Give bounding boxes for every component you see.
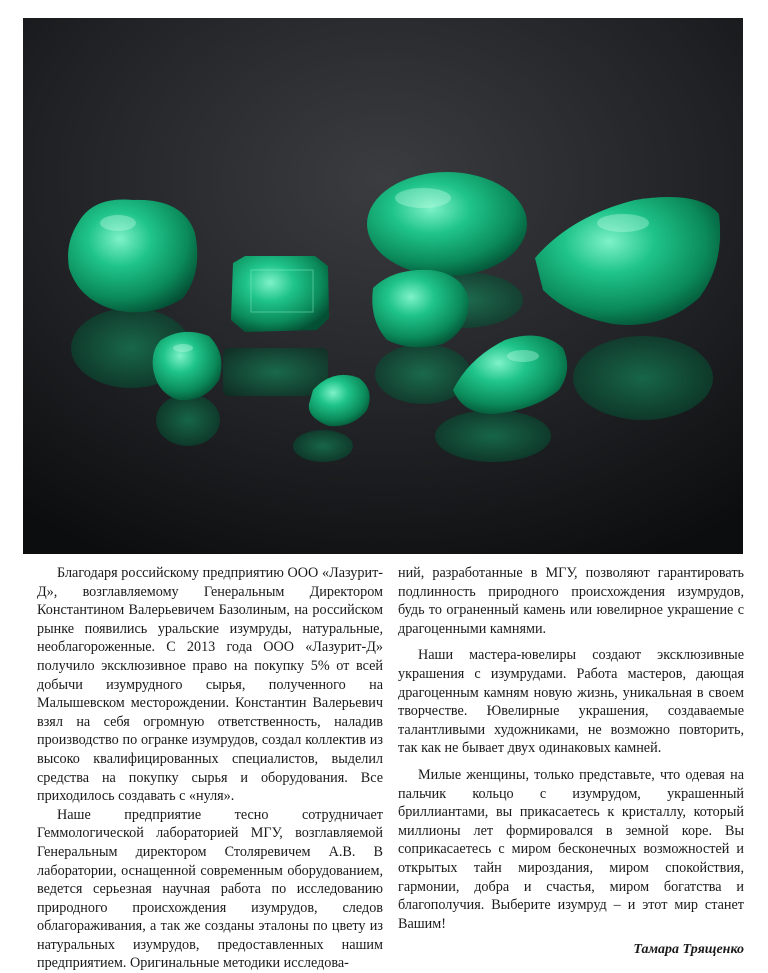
emerald-cushion-left	[68, 199, 197, 312]
reflection	[223, 348, 328, 396]
emerald-trillion	[372, 270, 469, 347]
highlight	[395, 188, 451, 208]
article-paragraph: ний, разработанные в МГУ, позволяют гарантировать подлинность природного происхождения изумрудов, будь то ограненный камень или ювелирное украшение с драгоценными камнями.	[398, 565, 744, 637]
article-paragraph: Наши мастера-ювелиры создают эксклюзивные украшения с изумрудами. Работа мастеров, дающая драгоценным камням новую жизнь, уникальная в своем творчестве. Ювелирные украшения, создаваемые талантливыми художниками, не возможно повторить, так как не бывает двух одинаковых камней.	[398, 647, 744, 757]
emerald-octagon	[231, 256, 329, 332]
article-paragraph: Наше предприятие тесно сотрудничает Геммологической лабораторией МГУ, возглавляемой Генеральным директором Столяревичем А.В. В лаборатории, оснащенной современным оборудованием, ведется серьезная научная работа по исследованию природного происхождения изумрудов, следов облагораживания, а так же созданы эталоны по цвету из натуральных изумрудов, предоставленных нашим предприятием. Оригинальные методики исследова-	[37, 806, 383, 972]
emeralds-photo	[23, 18, 743, 554]
reflection	[435, 410, 551, 462]
reflection	[156, 394, 220, 446]
highlight	[507, 350, 539, 362]
reflection	[573, 336, 713, 420]
reflection	[293, 430, 353, 462]
highlight	[597, 214, 649, 232]
emerald-oval-large	[367, 172, 527, 276]
article-paragraph: Благодаря российскому предприятию ООО «Лазурит-Д», возглавляемому Генеральным Директором Константином Валерьевичем Базолиным, на российском рынке появились уральские изумруды, натуральные, необлагороженные. С 2013 года ООО «Лазурит-Д» получило эксклюзивное право на покупку 5% от всей добычи изумрудного сырья, полученного на Малышевском месторождении. Константин Валерьевич взял на себя огромную ответственность, наладив производство по огранке изумрудов, создал коллектив из высоко квалифицированных специалистов, выделил средства на покупку сырья и оборудования. Все приходилось создавать с «нуля».	[37, 565, 383, 805]
highlight	[100, 215, 136, 231]
highlight	[173, 344, 193, 352]
article-right-column	[398, 564, 744, 960]
article-left-column	[37, 564, 383, 973]
article-author: Тамара Трященко	[633, 942, 744, 958]
article-paragraph: Милые женщины, только представьте, что одевая на пальчик кольцо с изумрудом, украшенный бриллиантами, вы прикасаетесь к кристаллу, который миллионы лет формировался в земной коре. Вы соприкасаетесь с миром бесконечных возможностей и открытых тайн мироздания, миром спокойствия, гармонии, добра и счастья, миром богатства и благополучия. Выберите изумруд – и этот мир станет Вашим!	[398, 766, 744, 932]
